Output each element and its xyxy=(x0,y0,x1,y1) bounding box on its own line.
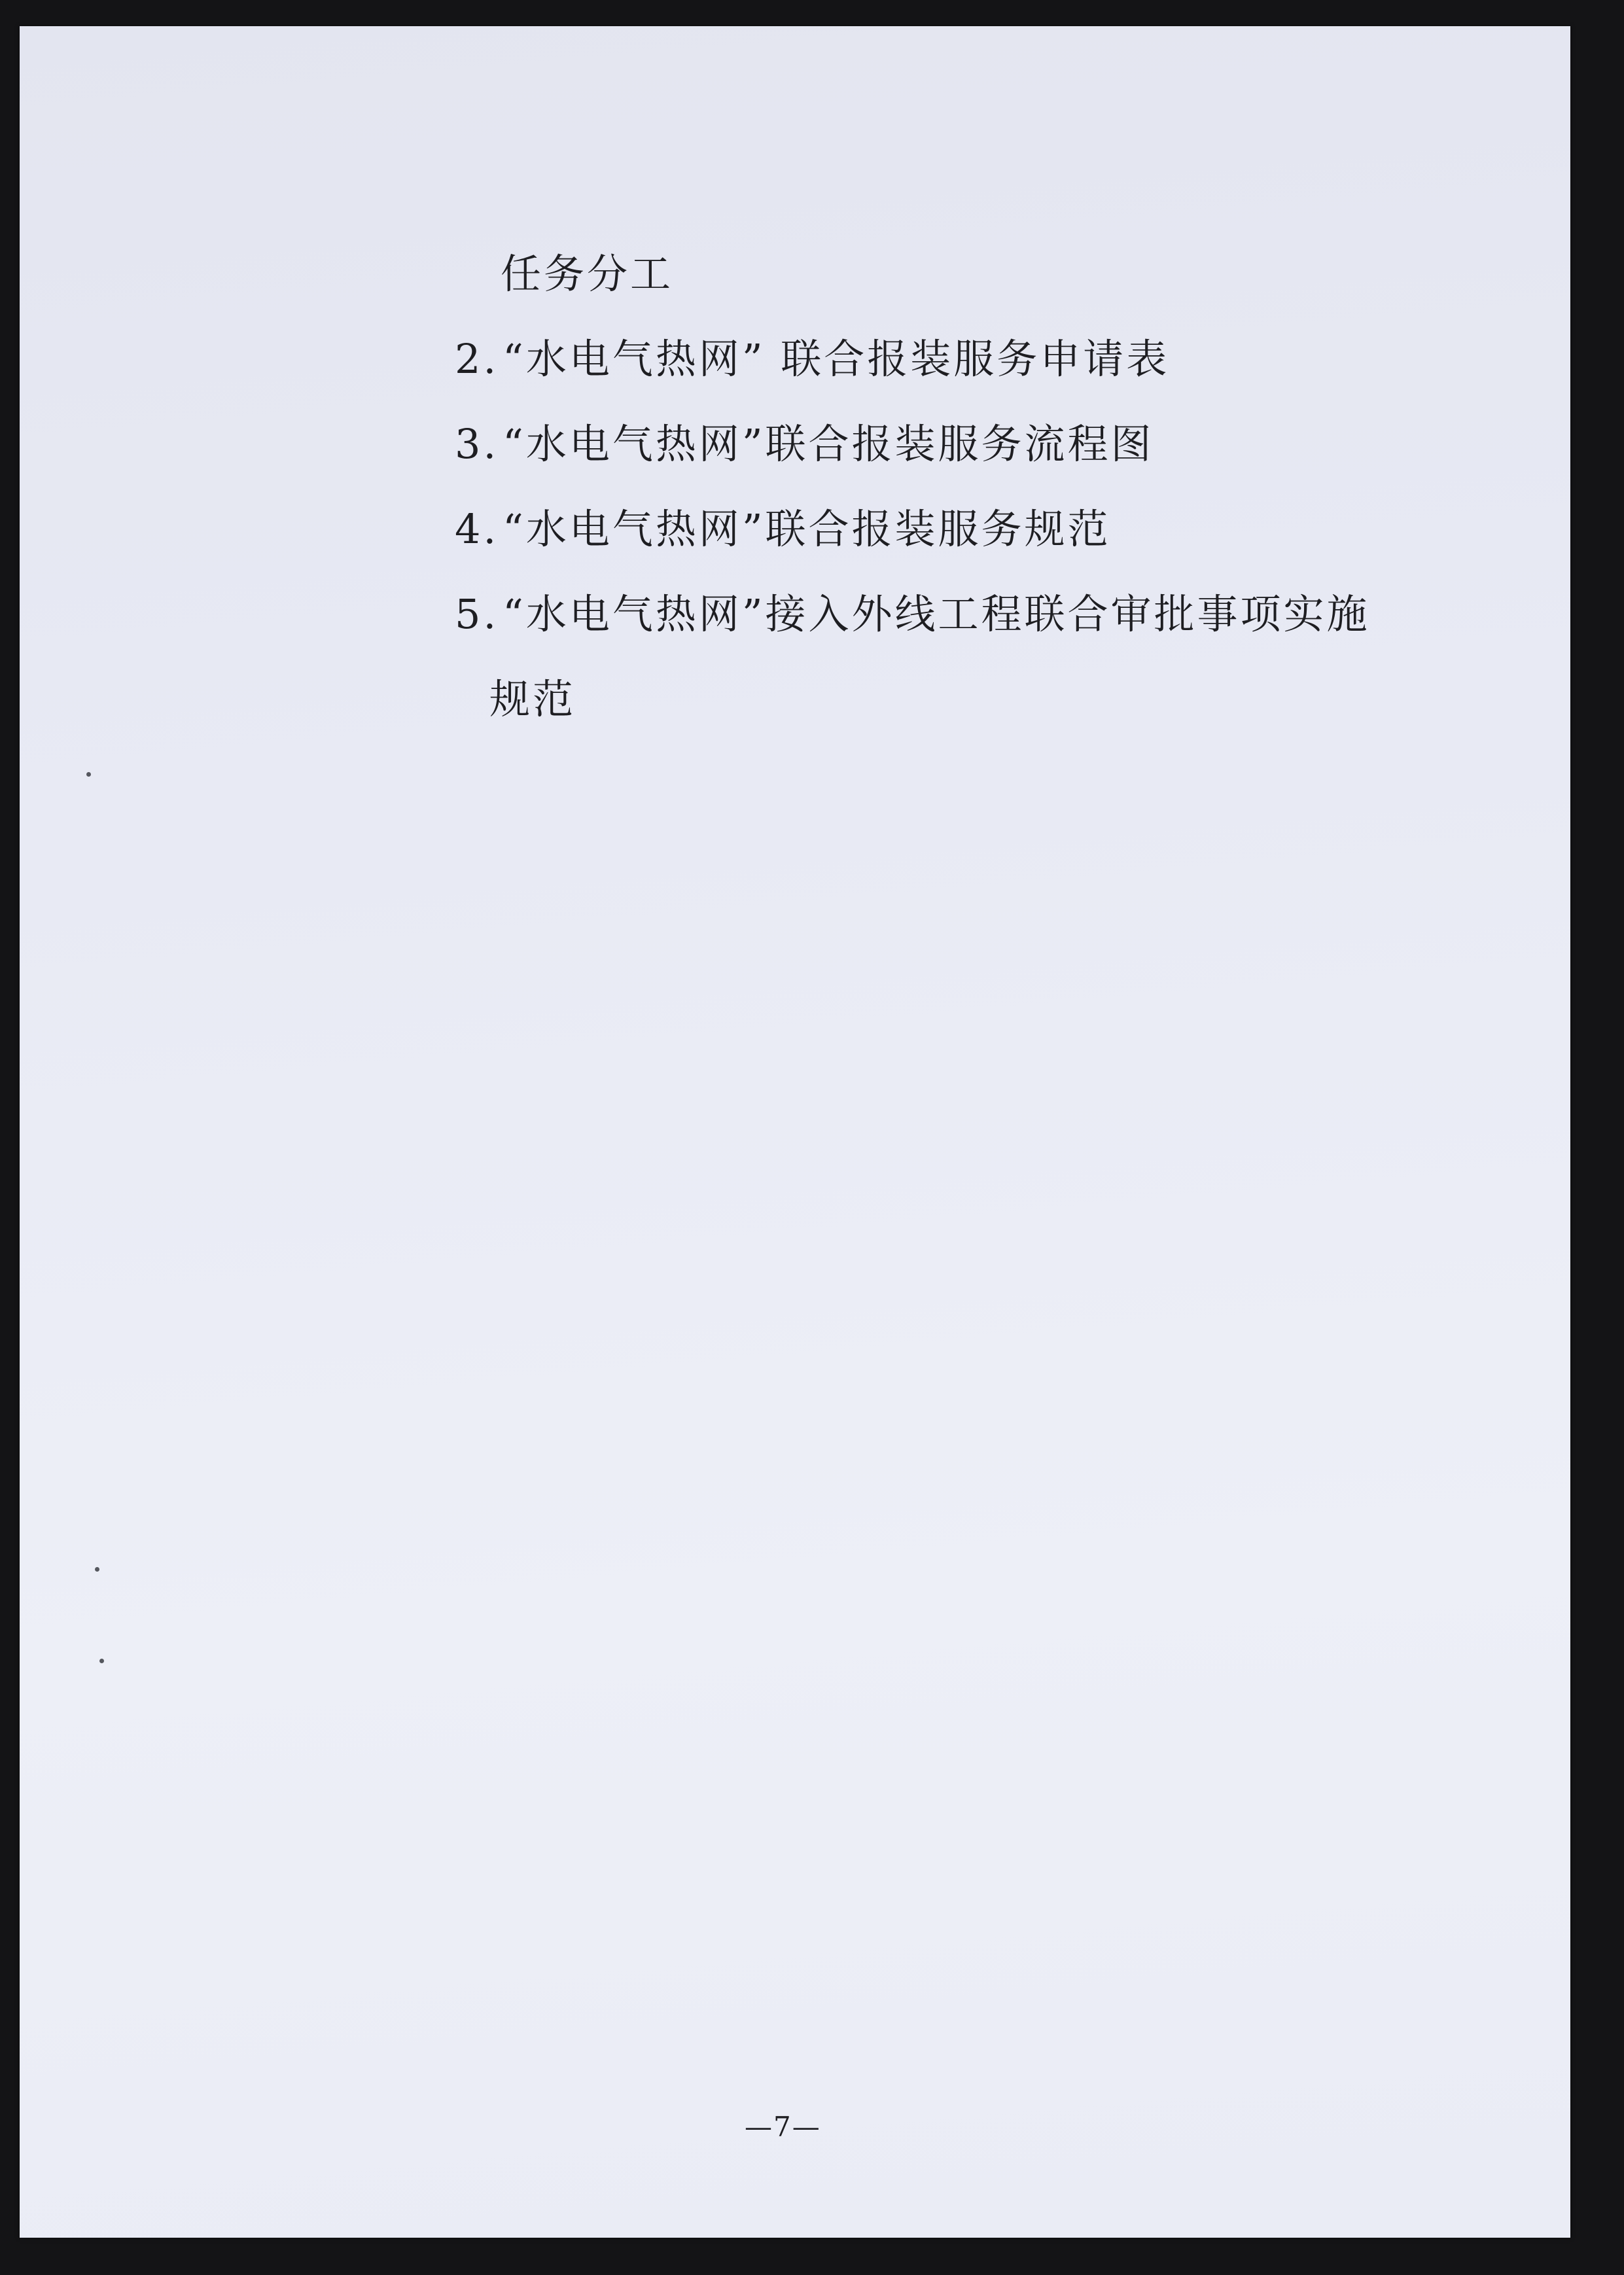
document-page xyxy=(20,26,1570,2238)
item-text: “水电气热网”联合报装服务规范 xyxy=(503,505,1111,553)
list-item-flowchart xyxy=(455,420,1154,468)
line-text: 任务分工 xyxy=(501,250,674,298)
item-text: “水电气热网”接入外线工程联合审批事项实施 xyxy=(503,590,1370,638)
list-item-application-form xyxy=(455,335,1170,383)
list-item-service-standard xyxy=(455,505,1111,553)
item-text: “水电气热网”联合报装服务流程图 xyxy=(503,420,1154,468)
item-number: 4. xyxy=(455,505,499,553)
page-number: —7— xyxy=(745,2111,821,2143)
item-number: 5. xyxy=(455,590,499,638)
item-text: “水电气热网” 联合报装服务申请表 xyxy=(503,335,1170,383)
item-number: 2. xyxy=(455,335,499,383)
binding-hole-mark xyxy=(99,1659,104,1663)
line-text: 规范 xyxy=(489,675,576,723)
binding-hole-mark xyxy=(95,1567,99,1572)
item-number: 3. xyxy=(455,420,499,468)
text-line-continuation xyxy=(489,675,576,723)
text-line-task-division xyxy=(501,250,674,298)
binding-hole-mark xyxy=(86,772,91,777)
list-item-joint-approval xyxy=(455,590,1370,638)
